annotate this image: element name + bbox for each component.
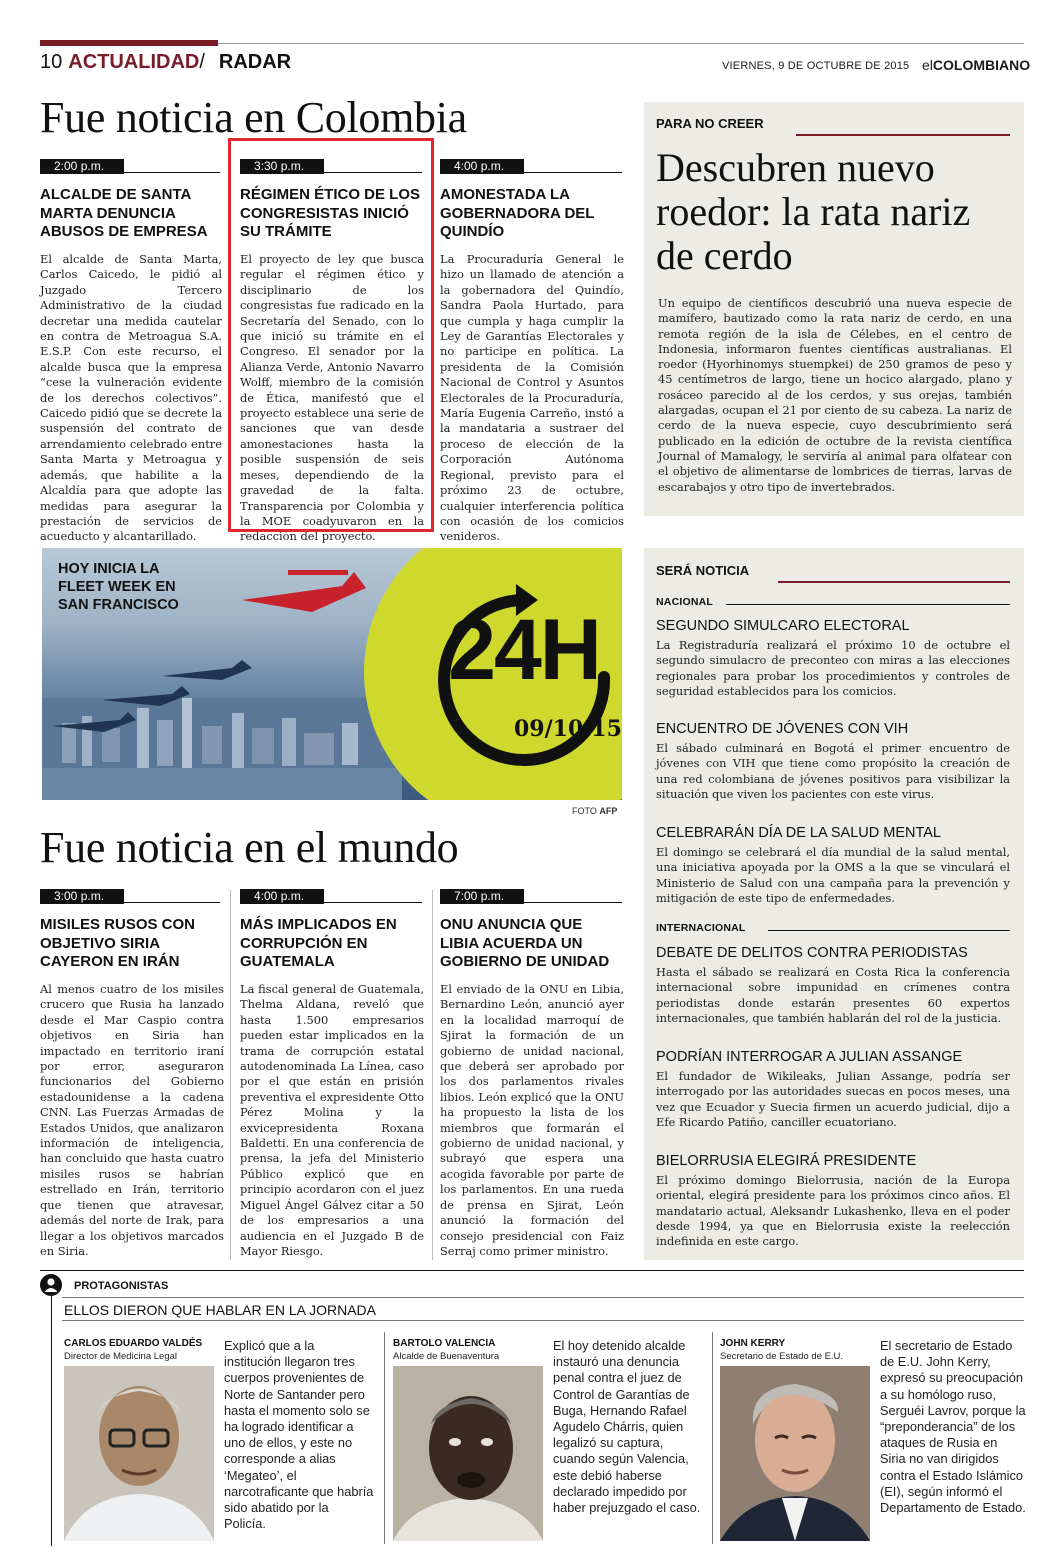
24h-badge (364, 548, 622, 800)
news-body: El proyecto de ley que busca regular el régimen ético y disciplinario de los congresistas fue radicado en la Secretaría del Senado, con lo que inició su trámite en el Congreso. El senador por la Alianza Verde, Antonio Navarro Wolff, miembro de la comisión de Ética, manifestó que el proyecto establece una serie de sanciones que van desde amonestaciones hasta la posible suspensión de seis meses, dependiendo de la gravedad de la falta. Transparencia por Colombia y la MOE coadyuvaron en la redacción del proyecto. (240, 252, 424, 544)
protagonist-photo (64, 1366, 214, 1541)
news-body: La Procuraduría General le hizo un llamado de atención a la gobernadora del Quindío, Sandra Paola Hurtado, para que cumpla y haga cumplir la Ley de Garantías Electorales y no participe en política. La presidenta de la Comisión Nacional de Control y Asuntos Electorales de la Procuraduría, María Eugenia Carreño, instó a la mandataria a sustraer del proceso de elección de la Corporación Autónoma Regional, previsto para el próximo 23 de octubre, cualquier interferencia política con ocasión de los comicios venideros. (440, 252, 624, 544)
photo-credit-prefix: FOTO (572, 806, 597, 816)
panel-accent-rule (778, 581, 1010, 583)
protagonist-separator (384, 1332, 385, 1544)
protagonistas-left-rule (51, 1296, 52, 1546)
header-accent-bar (40, 40, 218, 46)
protagonist-role: Director de Medicina Legal (64, 1351, 178, 1362)
protagonist-name: JOHN KERRY (720, 1338, 786, 1349)
brand-prefix: el (922, 57, 933, 73)
protagonistas-sub-rule (62, 1320, 1024, 1321)
sera-noticia-body: El sábado culminará en Bogotá el primer encuentro de jóvenes con VIH que tiene como propósito la creación de una red colombiana de jóvenes positivos para visibilizar la situación que viven los pacientes con este virus. (656, 741, 1010, 801)
page-number: 10 (40, 51, 63, 73)
protagonist-role: Alcalde de Buenaventura (393, 1351, 500, 1362)
news-headline: ONU ANUNCIA QUE LIBIA ACUERDA UN GOBIERNO DE UNIDAD (440, 916, 610, 970)
sera-noticia-headline: CELEBRARÁN DÍA DE LA SALUD MENTAL (656, 825, 941, 841)
colombia-title: Fue noticia en Colombia (40, 93, 467, 142)
photo-credit (572, 806, 617, 816)
fleet-week-photo (42, 548, 622, 800)
column-separator (432, 890, 433, 1260)
nacional-label: NACIONAL (656, 596, 714, 608)
rat-headline: Descubren nuevo roedor: la rata nariz de cerdo (656, 145, 971, 278)
panel-accent-rule (796, 134, 1010, 136)
time-tag: 2:00 p.m. (40, 159, 124, 174)
para-no-creer-label: PARA NO CREER (656, 116, 764, 131)
time-tag: 3:00 p.m. (40, 889, 124, 904)
protagonist-role: Secretario de Estado de E.U. (720, 1351, 844, 1362)
time-tag: 7:00 p.m. (440, 889, 524, 904)
sera-noticia-headline: DEBATE DE DELITOS CONTRA PERIODISTAS (656, 945, 968, 961)
news-headline: AMONESTADA LA GOBERNADORA DEL QUINDÍO (440, 186, 595, 240)
protagonist-quote: El hoy detenido alcalde instauró una denuncia penal contra el juez de Control de Garantías de Buga, Hernando Rafael Agudelo Chárris, quien legalizó su captura, cuando según Valencia, este debió haberse declarado impedido por haber prejuzgado el caso. (553, 1338, 701, 1516)
issue-date: VIERNES, 9 DE OCTUBRE DE 2015 (722, 60, 910, 72)
news-body: El alcalde de Santa Marta, Carlos Caicedo, le pidió al Juzgado Tercero Administrativo de la ciudad decretar una medida cautelar en contra de Metroagua S.A. E.S.P. Con este recurso, el alcalde busca que la empresa “cese la vulneración evidente de los derechos colectivos”. Caicedo pidió que se decrete la suspensión del contrato de arrendamiento celebrado entre Santa Marta y Metroagua y además, que habilite a la Alcaldía para que adopte las medidas para asegurar la prestación de servicios de acueducto y alcantarillado. (40, 252, 222, 544)
highlight-box (228, 138, 434, 532)
news-headline: RÉGIMEN ÉTICO DE LOS CONGRESISTAS INICIÓ SU TRÁMITE (240, 186, 421, 240)
protagonistas-top-rule (40, 1270, 1024, 1271)
sera-noticia-headline: PODRÍAN INTERROGAR A JULIAN ASSANGE (656, 1049, 963, 1065)
person-glyph (40, 1274, 62, 1296)
time-tag: 3:30 p.m. (240, 159, 324, 174)
person-icon (40, 1274, 62, 1296)
section-name: ACTUALIDAD (68, 51, 200, 73)
sera-noticia-headline: ENCUENTRO DE JÓVENES CON VIH (656, 721, 909, 737)
header-rule (218, 43, 1024, 44)
category-rule (768, 930, 1010, 931)
sera-noticia-body: El fundador de Wikileaks, Julian Assange, podría ser interrogado por las autoridades suecas en pocos meses, una vez que Ecuador y Suecia firmen un acuerdo judicial, dijo a Efe Ricardo Patiño, canciller ecuatoriano. (656, 1069, 1010, 1129)
protagonist-photo (720, 1366, 870, 1541)
news-headline: MÁS IMPLICADOS EN CORRUPCIÓN EN GUATEMALA (240, 916, 397, 970)
news-headline: MISILES RUSOS CON OBJETIVO SIRIA CAYERON EN IRÁN (40, 916, 196, 970)
protagonist-quote: El secretario de Estado de E.U. John Kerry, expresó su preocupación a su homólogo ruso, Serguéi Lavrov, porque la “preponderancia” de los ataques de Rusia en Siria no van dirigidos contra el Estado Islámico (EI), según informó el Departamento de Estado. (880, 1338, 1026, 1516)
photo-credit-source: AFP (599, 806, 618, 816)
protagonistas-subtitle: ELLOS DIERON QUE HABLAR EN LA JORNADA (64, 1302, 376, 1318)
sera-noticia-body: Hasta el sábado se realizará en Costa Rica la conferencia internacional sobre impunidad en crímenes contra periodistas donde estarán presentes 60 expertos internacionales, que también hablarán del rol de la justicia. (656, 965, 1010, 1025)
24h-badge-text: 24H (448, 602, 600, 698)
sera-noticia-headline: SEGUNDO SIMULCARO ELECTORAL (656, 618, 910, 634)
time-tag: 4:00 p.m. (440, 159, 524, 174)
protagonist-photo (393, 1366, 543, 1541)
protagonistas-label: PROTAGONISTAS (74, 1280, 169, 1292)
protagonistas-sub-rule (62, 1297, 1024, 1298)
news-body: La fiscal general de Guatemala, Thelma Aldana, reveló que hasta 1.500 empresarios pueden estar implicados en la trama de corrupción estatal autodenominada La Línea, caso por el que están en prisión preventiva el expresidente Otto Pérez Molina y la exvicepresidenta Roxana Baldetti. En una conferencia de prensa, la jefa del Ministerio Público explicó que en principio acordaron con el juez Miguel Ángel Gálvez citar a 50 de los empresarios a una audiencia en el Juzgado B de Mayor Riesgo. (240, 982, 424, 1258)
portrait-illustration (64, 1366, 214, 1541)
news-body: El enviado de la ONU en Libia, Bernardino León, anunció ayer en la localidad marroquí de Sjirat la formación de un gobierno de unidad nacional, que deberá ser aprobado por los dos parlamentos rivales libios. León explicó que la ONU ha propuesto la lista de los miembros que formarán el gobierno de unidad nacional, y subrayó que espera una acogida favorable por parte de los parlamentos. En una rueda de prensa en Sjirat, León anunció la formación del consejo presidencial con Faiz Serraj como primer ministro. (440, 982, 624, 1258)
brand-name: COLOMBIANO (932, 57, 1031, 73)
page-header (40, 51, 291, 74)
column-separator (230, 890, 231, 1260)
24h-badge-date: 09/10/15 (514, 716, 622, 742)
sera-noticia-headline: BIELORRUSIA ELEGIRÁ PRESIDENTE (656, 1153, 917, 1169)
protagonist-name: BARTOLO VALENCIA (393, 1338, 496, 1349)
category-rule (726, 604, 1010, 605)
portrait-illustration (720, 1366, 870, 1541)
sera-noticia-body: El próximo domingo Bielorrusia, nación de la Europa oriental, elegirá presidente para los próximos cinco años. El mandatario actual, Aleksandr Lukashenko, lleva en el poder desde 1994, ya que en Bielorrusia existe la reelección indefinida en este cargo. (656, 1173, 1010, 1249)
internacional-label: INTERNACIONAL (656, 922, 746, 934)
protagonist-name: CARLOS EDUARDO VALDÉS (64, 1338, 203, 1349)
sera-noticia-body: El domingo se celebrará el día mundial de la salud mental, una iniciativa apoyada por la OMS a la que se vinculará el Ministerio de Salud con una campaña para la prevención y mitigación de este tipo de enfermedades. (656, 845, 1010, 905)
time-tag: 4:00 p.m. (240, 889, 324, 904)
newspaper-brand (922, 57, 1030, 73)
protagonist-separator (712, 1332, 713, 1544)
news-headline: ALCALDE DE SANTA MARTA DENUNCIA ABUSOS DE EMPRESA (40, 186, 208, 240)
mundo-title: Fue noticia en el mundo (40, 823, 459, 872)
rat-body: Un equipo de científicos descubrió una nueva especie de mamífero, bautizado como la rata nariz de cerdo, en una remota región de la isla de Célebes, en el centro de Indonesia, informaron fuentes científicas australianas. El roedor (Hyorhinomys stuempkei) de 250 gramos de peso y 45 centímetros de largo, tiene un hocico alargado, plano y rosáceo parecido al de los cerdos, y sus orejas, también alargadas, ocupan el 21 por ciento de su cabeza. La nariz de cerdo de la nueva especie, cuyo descubrimiento será publicado en la edición de octubre de la revista científica Journal of Mamalogy, le serviría al animal para olfatear con el objetivo de alimentarse de lombrices de tierras, larvas de escarabajos y otro tipo de invertebrados. (658, 296, 1012, 494)
banner-caption: HOY INICIA LA FLEET WEEK EN SAN FRANCISCO (58, 561, 179, 613)
section-slash: / (199, 51, 205, 73)
portrait-illustration (393, 1366, 543, 1541)
sera-noticia-label: SERÁ NOTICIA (656, 563, 750, 578)
sera-noticia-body: La Registraduría realizará el próximo 10 de octubre el segundo simulacro de preconteo con miras a las elecciones regionales para probar los procedimientos y controles de seguridad establecidos para los comicios. (656, 638, 1010, 698)
news-body: Al menos cuatro de los misiles crucero que Rusia ha lanzado desde el Mar Caspio contra objetivos en Siria han impactado en territorio iraní por error, aseguraron funcionarios del Gobierno estadounidense a la cadena CNN. Las Fuerzas Armadas de Estados Unidos, que analizaron información de inteligencia, han concluido que hasta cuatro misiles rusos se habrían estrellado en Irán, territorio que tienen que atravesar, además del norte de Irak, para llegar a los objetivos marcados en Siria. (40, 982, 224, 1258)
subsection-name: RADAR (218, 51, 292, 73)
protagonist-quote: Explicó que a la institución llegaron tres cuerpos provenientes de Norte de Santander pero hasta el momento solo se ha logrado identificar a uno de ellos, y este no corresponde a alias ‘Megateo’, el narcotraficante que habría sido abatido por la Policía. (224, 1338, 374, 1532)
